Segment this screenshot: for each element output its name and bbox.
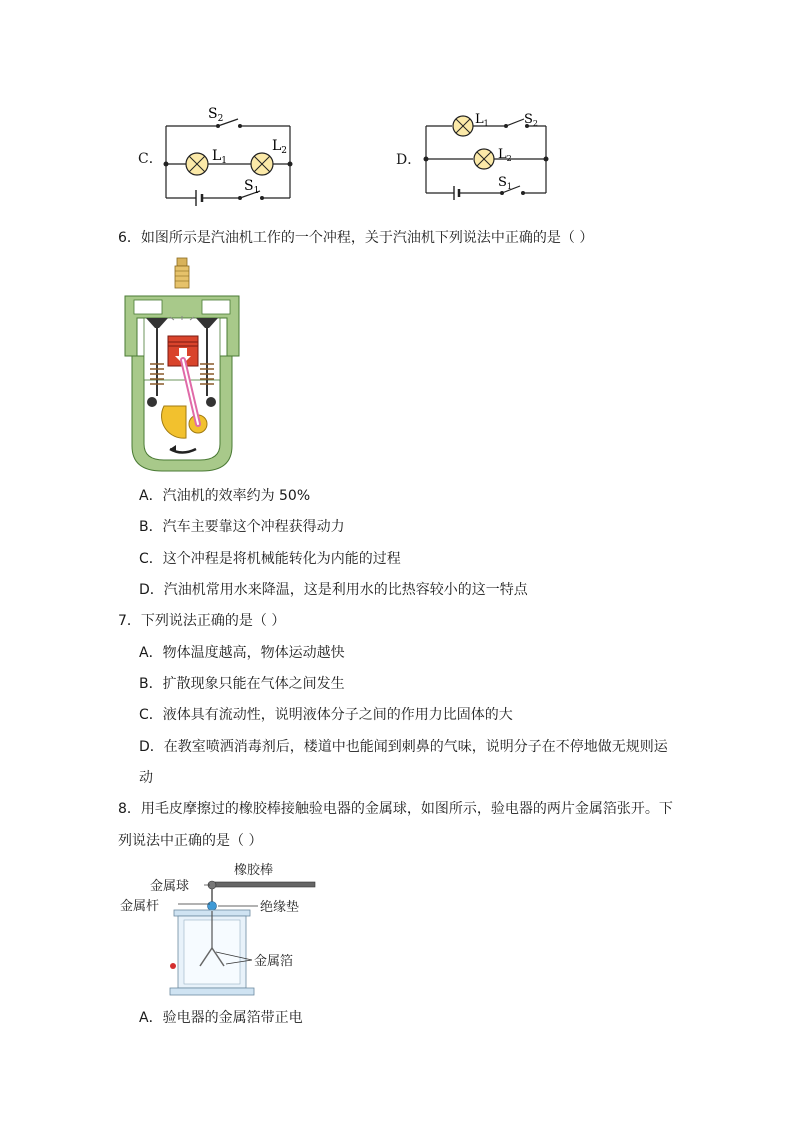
q5-option-d-letter: D． — [396, 152, 422, 168]
q6-stem: 6．如图所示是汽油机工作的一个冲程，关于汽油机下列说法中正确的是（ ） — [118, 230, 594, 246]
q8-option-a[interactable]: A．验电器的金属箔带正电 — [139, 1010, 303, 1026]
electroscope-diagram — [118, 856, 318, 1001]
q8-stem-line2: 列说法中正确的是（ ） — [118, 833, 263, 849]
q7-option-d-continued: 动 — [139, 770, 153, 786]
d-s2-label: $S_2$ — [524, 112, 538, 128]
label-rubber-rod: 橡胶棒 — [234, 863, 274, 878]
q6-option-c[interactable]: C．这个冲程是将机械能转化为内能的过程 — [139, 551, 401, 567]
c-s2-label: $S_2$ — [208, 106, 224, 124]
q5-option-d[interactable] — [396, 106, 556, 206]
q5-option-c-letter: C． — [138, 151, 163, 167]
circuit-d-diagram — [396, 106, 556, 206]
q6-option-a[interactable]: A．汽油机的效率约为 50% — [139, 488, 311, 504]
q7-stem: 7．下列说法正确的是（ ） — [118, 613, 286, 629]
c-s1-label: $S_1$ — [244, 178, 260, 196]
d-l2-label: $L_2$ — [498, 147, 512, 163]
c-l2-label: $L_2$ — [272, 138, 288, 156]
d-l1-label: $L_1$ — [475, 112, 489, 128]
label-metal-pole: 金属杆 — [120, 899, 160, 914]
q5-option-c[interactable] — [138, 100, 308, 215]
q7-option-d[interactable]: D．在教室喷洒消毒剂后，楼道中也能闻到刺鼻的气味，说明分子在不停地做无规则运 — [139, 739, 668, 755]
d-s1-label: $S_1$ — [498, 175, 512, 191]
q8-stem-line1: 8．用毛皮摩擦过的橡胶棒接触验电器的金属球，如图所示，验电器的两片金属箔张开。下 — [118, 801, 673, 817]
label-metal-ball: 金属球 — [150, 879, 190, 894]
label-insulating-pad: 绝缘垫 — [260, 900, 300, 915]
q7-option-c[interactable]: C．液体具有流动性，说明液体分子之间的作用力比固体的大 — [139, 707, 513, 723]
q6-option-d[interactable]: D．汽油机常用水来降温，这是利用水的比热容较小的这一特点 — [139, 582, 528, 598]
circuit-c-diagram — [138, 100, 308, 215]
gasoline-engine-diagram — [122, 256, 242, 476]
q7-option-b[interactable]: B．扩散现象只能在气体之间发生 — [139, 676, 345, 692]
label-metal-foil: 金属箔 — [254, 954, 294, 969]
q7-option-a[interactable]: A．物体温度越高，物体运动越快 — [139, 645, 345, 661]
c-l1-label: $L_1$ — [212, 148, 228, 166]
q6-option-b[interactable]: B．汽车主要靠这个冲程获得动力 — [139, 519, 345, 535]
